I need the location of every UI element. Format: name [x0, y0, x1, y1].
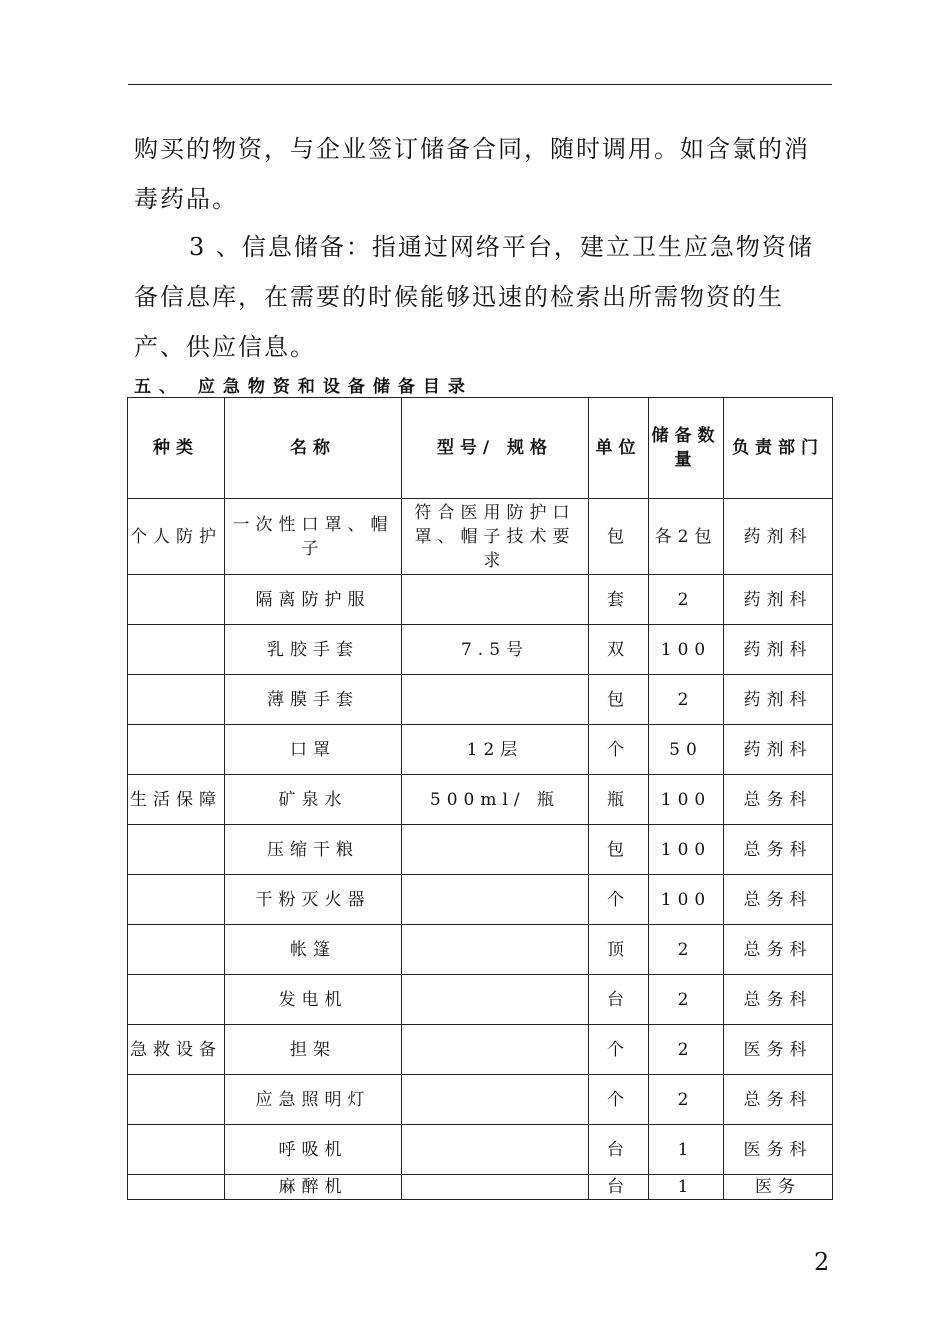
- cell-unit: 包: [589, 825, 649, 875]
- table-row: [128, 725, 833, 775]
- cell-dept: 药剂科: [724, 499, 833, 575]
- paragraph-information-reserve: 3 、信息储备：指通过网络平台，建立卫生应急物资储备信息库，在需要的时候能够迅速的检索出所需物资的生产、供应信息。: [134, 233, 814, 361]
- cell-quantity: 2: [649, 1025, 724, 1075]
- cell-name: 矿泉水: [225, 775, 402, 825]
- cell-category: 生活保障: [128, 775, 225, 825]
- cell-category: 急救设备: [128, 1025, 225, 1075]
- cell-spec: [402, 675, 589, 725]
- cell-unit: 台: [589, 1125, 649, 1175]
- cell-dept: 总务科: [724, 875, 833, 925]
- cell-spec: 12层: [402, 725, 589, 775]
- cell-dept: 医务科: [724, 1125, 833, 1175]
- cell-unit: 个: [589, 1025, 649, 1075]
- cell-quantity: 2: [649, 1075, 724, 1125]
- cell-spec: [402, 875, 589, 925]
- cell-quantity: 50: [649, 725, 724, 775]
- cell-unit: 包: [589, 675, 649, 725]
- cell-name: 口罩: [225, 725, 402, 775]
- cell-name: 压缩干粮: [225, 825, 402, 875]
- cell-name: 乳胶手套: [225, 625, 402, 675]
- cell-category: [128, 725, 225, 775]
- table-row: [128, 925, 833, 975]
- cell-dept: 医务科: [724, 1025, 833, 1075]
- cell-unit: 双: [589, 625, 649, 675]
- section-title: 五、 应急物资和设备储备目录: [134, 377, 473, 397]
- cell-spec: [402, 1125, 589, 1175]
- table-row: [128, 1025, 833, 1075]
- cell-name: 隔离防护服: [225, 575, 402, 625]
- cell-unit: 台: [589, 975, 649, 1025]
- table-row: [128, 1175, 833, 1200]
- cell-quantity: 100: [649, 625, 724, 675]
- cell-unit: 包: [589, 499, 649, 575]
- table-row: [128, 825, 833, 875]
- cell-quantity: 2: [649, 575, 724, 625]
- cell-name: 麻醉机: [225, 1175, 402, 1200]
- cell-category: [128, 625, 225, 675]
- cell-spec: [402, 975, 589, 1025]
- cell-spec: 符合医用防护口罩、帽子技术要求: [402, 499, 589, 575]
- cell-spec: [402, 1025, 589, 1075]
- cell-name: 发电机: [225, 975, 402, 1025]
- cell-spec: 500ml/ 瓶: [402, 775, 589, 825]
- cell-unit: 台: [589, 1175, 649, 1200]
- cell-dept: 总务科: [724, 975, 833, 1025]
- header-spec: 型号/ 规格: [402, 398, 589, 499]
- table-row: [128, 499, 833, 575]
- cell-quantity: 100: [649, 775, 724, 825]
- cell-dept: 药剂科: [724, 575, 833, 625]
- header-quantity: 储备数量: [649, 398, 724, 499]
- cell-dept: 医务: [724, 1175, 833, 1200]
- cell-name: 干粉灭火器: [225, 875, 402, 925]
- header-unit: 单位: [589, 398, 649, 499]
- cell-category: [128, 575, 225, 625]
- table-row: [128, 1125, 833, 1175]
- table-row: [128, 575, 833, 625]
- cell-spec: 7.5号: [402, 625, 589, 675]
- table-row: [128, 675, 833, 725]
- table-row: [128, 1075, 833, 1125]
- cell-dept: 总务科: [724, 1075, 833, 1125]
- header-rule: [128, 84, 832, 85]
- cell-dept: 药剂科: [724, 675, 833, 725]
- page-number: 2: [814, 1248, 830, 1276]
- cell-spec: [402, 575, 589, 625]
- table-row: [128, 875, 833, 925]
- cell-category: [128, 875, 225, 925]
- cell-category: 个人防护: [128, 499, 225, 575]
- cell-dept: 药剂科: [724, 725, 833, 775]
- cell-quantity: 各2包: [649, 499, 724, 575]
- cell-unit: 个: [589, 725, 649, 775]
- cell-spec: [402, 1075, 589, 1125]
- cell-spec: [402, 825, 589, 875]
- cell-quantity: 2: [649, 675, 724, 725]
- cell-quantity: 100: [649, 825, 724, 875]
- cell-unit: 套: [589, 575, 649, 625]
- cell-category: [128, 1075, 225, 1125]
- header-dept: 负责部门: [724, 398, 833, 499]
- header-category: 种类: [128, 398, 225, 499]
- cell-dept: 总务科: [724, 775, 833, 825]
- cell-category: [128, 825, 225, 875]
- cell-name: 应急照明灯: [225, 1075, 402, 1125]
- cell-name: 一次性口罩、帽子: [225, 499, 402, 575]
- cell-unit: 个: [589, 1075, 649, 1125]
- table-row: [128, 975, 833, 1025]
- cell-quantity: 1: [649, 1175, 724, 1200]
- cell-name: 薄膜手套: [225, 675, 402, 725]
- cell-unit: 瓶: [589, 775, 649, 825]
- cell-quantity: 2: [649, 925, 724, 975]
- cell-quantity: 2: [649, 975, 724, 1025]
- table-row: [128, 775, 833, 825]
- table-header-row: [128, 398, 833, 499]
- cell-name: 呼吸机: [225, 1125, 402, 1175]
- cell-unit: 个: [589, 875, 649, 925]
- cell-dept: 总务科: [724, 925, 833, 975]
- cell-category: [128, 925, 225, 975]
- header-name: 名称: [225, 398, 402, 499]
- cell-quantity: 1: [649, 1125, 724, 1175]
- cell-spec: [402, 925, 589, 975]
- table-row: [128, 625, 833, 675]
- cell-quantity: 100: [649, 875, 724, 925]
- cell-category: [128, 675, 225, 725]
- cell-category: [128, 975, 225, 1025]
- cell-unit: 顶: [589, 925, 649, 975]
- cell-name: 担架: [225, 1025, 402, 1075]
- cell-category: [128, 1175, 225, 1200]
- cell-dept: 药剂科: [724, 625, 833, 675]
- cell-category: [128, 1125, 225, 1175]
- cell-name: 帐篷: [225, 925, 402, 975]
- paragraph-material-contract: 购买的物资，与企业签订储备合同，随时调用。如含氯的消毒药品。: [134, 135, 810, 213]
- inventory-table: [127, 397, 833, 1200]
- cell-dept: 总务科: [724, 825, 833, 875]
- cell-spec: [402, 1175, 589, 1200]
